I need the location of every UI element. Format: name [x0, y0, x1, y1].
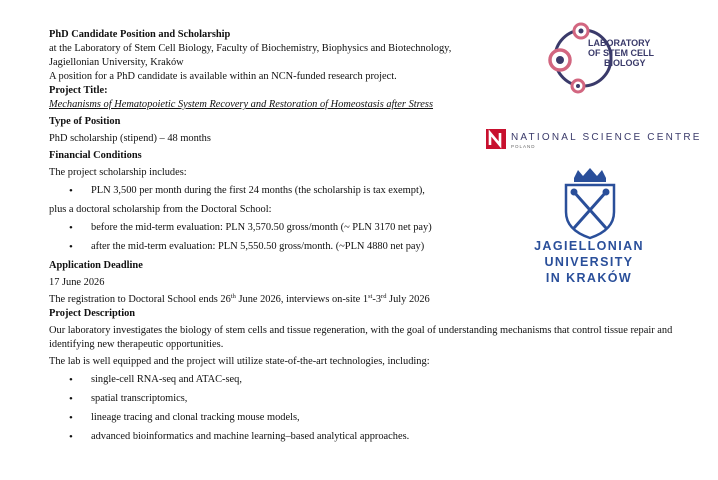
- financial-list: [49, 184, 469, 198]
- university-logo-text: JAGIELLONIAN UNIVERSITY IN KRAKÓW: [534, 239, 644, 285]
- doctoral-intro: plus a doctoral scholarship from the Doctoral School:: [49, 204, 272, 215]
- type-value: PhD scholarship (stipend) – 48 months: [49, 133, 211, 144]
- position-summary: A position for a PhD candidate is available within an NCN-funded research project.: [49, 71, 397, 82]
- list-item: • PLN 3,500 per month during the first 24 months (the scholarship is tax exempt),: [49, 184, 469, 198]
- document-title: PhD Candidate Position and Scholarship: [49, 29, 231, 40]
- doctoral-list: [49, 221, 469, 254]
- description-text: Our laboratory investigates the biology of stem cells and tissue regeneration, with the goal of understanding mechanisms that control tissue repair and identifying new therapeutic opportunities.: [49, 325, 673, 350]
- financial-intro: The project scholarship includes:: [49, 167, 187, 178]
- list-item: • lineage tracing and clonal tracking mouse models,: [49, 411, 469, 425]
- registration-line: The registration to Doctoral School ends 26th June 2026, interviews on-site 1st-3rd July 2026: [49, 293, 430, 305]
- project-title: Mechanisms of Hematopoietic System Recovery and Restoration of Homeostasis after Stress: [49, 99, 434, 110]
- deadline-date: 17 June 2026: [49, 277, 105, 288]
- list-item: • single-cell RNA-seq and ATAC-seq,: [49, 373, 469, 387]
- location-line-2: Jagiellonian University, Kraków: [49, 57, 184, 68]
- ncn-logo-subtext: POLAND: [511, 144, 536, 149]
- location-line-1: at the Laboratory of Stem Cell Biology, Faculty of Biochemistry, Biophysics and Biotechnology,: [49, 43, 452, 54]
- list-item: • before the mid-term evaluation: PLN 3,570.50 gross/month (~ PLN 3170 net pay): [49, 221, 469, 235]
- project-title-heading: Project Title:: [49, 85, 108, 96]
- description-heading: Project Description: [49, 308, 136, 319]
- equipment-line: The lab is well equipped and the project will utilize state-of-the-art technologies, including:: [49, 356, 430, 367]
- deadline-heading: Application Deadline: [49, 260, 143, 271]
- lab-logo-text: LABORATORY OF STEM CELL BIOLOGY: [588, 38, 654, 68]
- list-item: • after the mid-term evaluation: PLN 5,550.50 gross/month. (~PLN 4880 net pay): [49, 240, 469, 254]
- list-item: • spatial transcriptomics,: [49, 392, 469, 406]
- ncn-logo-text: NATIONAL SCIENCE CENTRE: [511, 132, 702, 143]
- list-item: • advanced bioinformatics and machine learning–based analytical approaches.: [49, 430, 469, 444]
- technology-list: [49, 373, 469, 444]
- type-heading: Type of Position: [49, 116, 121, 127]
- financial-heading: Financial Conditions: [49, 150, 142, 161]
